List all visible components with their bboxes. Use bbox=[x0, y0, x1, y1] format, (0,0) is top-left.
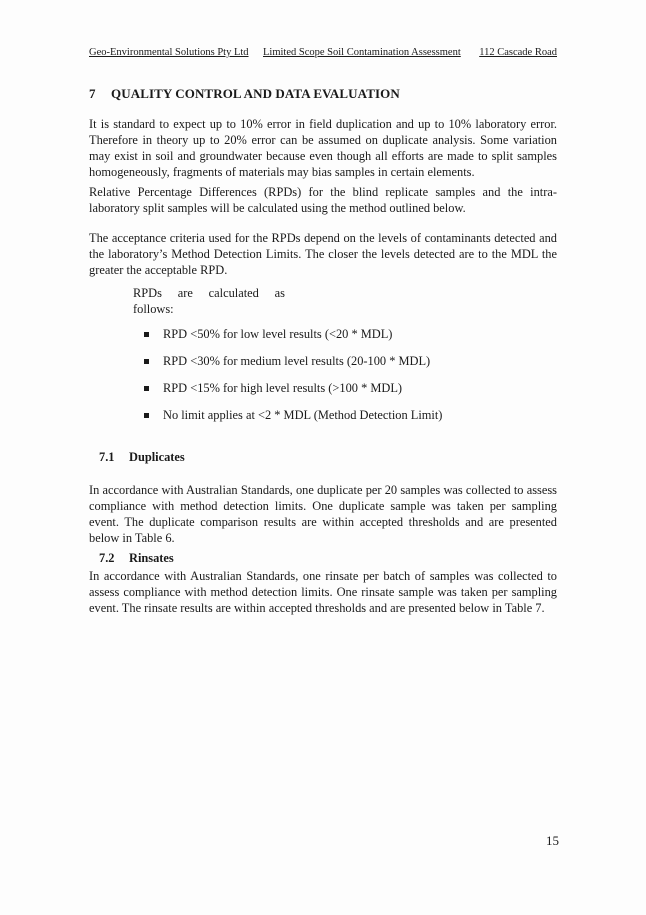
subsection-number: 7.1 bbox=[99, 450, 115, 464]
paragraph-error-expectation: It is standard to expect up to 10% error in field duplication and up to 10% laboratory error. Therefore in theory up to 20% error can be assumed on duplicate analysis. Some variation may exist in soil and groundwater because even though all efforts are made to split samples homogeneously, fragments of materials may bias samples in certain elements. bbox=[89, 117, 557, 179]
header-organisation: Geo-Environmental Solutions Pty Ltd bbox=[89, 47, 249, 58]
header-report-title: Limited Scope Soil Contamination Assessment bbox=[263, 47, 461, 58]
list-item bbox=[133, 353, 533, 380]
subsection-title: Duplicates bbox=[129, 450, 185, 464]
subsection-heading-rinsates bbox=[99, 551, 174, 566]
list-item bbox=[133, 407, 533, 434]
rpd-intro-line-2: follows: bbox=[133, 302, 174, 316]
list-item bbox=[133, 326, 533, 353]
rpd-rule-text: No limit applies at <2 * MDL (Method Detection Limit) bbox=[163, 408, 443, 422]
rpd-rule-text: RPD <15% for high level results (>100 * MDL) bbox=[163, 381, 403, 395]
rpd-rule-text: RPD <30% for medium level results (20-100 * MDL) bbox=[163, 354, 431, 368]
section-number: 7 bbox=[89, 86, 96, 101]
section-title: QUALITY CONTROL AND DATA EVALUATION bbox=[111, 86, 400, 101]
paragraph-duplicates: In accordance with Australian Standards, one duplicate per 20 samples was collected to assess compliance with method detection limits. One duplicate sample was taken per sampling event. The duplicate comparison results are within accepted thresholds and are presented below in Table 6. bbox=[89, 483, 557, 545]
paragraph-rpd-method: Relative Percentage Differences (RPDs) for the blind replicate samples and the intra-laboratory split samples will be calculated using the method outlined below. bbox=[89, 185, 557, 215]
bullet-square-icon bbox=[144, 332, 149, 337]
subsection-heading-duplicates bbox=[99, 450, 185, 465]
rpd-rule-text: RPD <50% for low level results (<20 * MDL) bbox=[163, 327, 393, 341]
paragraph-acceptance-criteria: The acceptance criteria used for the RPDs depend on the levels of contaminants detected and the laboratory’s Method Detection Limits. The closer the levels detected are to the MDL the greater the acceptable RPD. bbox=[89, 231, 557, 277]
section-heading bbox=[89, 86, 400, 102]
list-item bbox=[133, 380, 533, 407]
header-address: 112 Cascade Road bbox=[479, 47, 557, 58]
paragraph-rinsates: In accordance with Australian Standards, one rinsate per batch of samples was collected to assess compliance with method detection limits. One rinsate sample was taken per sampling event. The rinsate results are within accepted thresholds and are presented below in Table 7. bbox=[89, 569, 557, 615]
page-number: 15 bbox=[546, 833, 559, 848]
rpd-intro-line-1: RPDs are calculated as bbox=[133, 286, 285, 300]
bullet-square-icon bbox=[144, 386, 149, 391]
bullet-square-icon bbox=[144, 359, 149, 364]
subsection-number: 7.2 bbox=[99, 551, 115, 565]
bullet-square-icon bbox=[144, 413, 149, 418]
running-header bbox=[89, 46, 557, 62]
subsection-title: Rinsates bbox=[129, 551, 174, 565]
rpd-rules-list bbox=[133, 326, 533, 434]
rpd-intro bbox=[133, 285, 285, 317]
